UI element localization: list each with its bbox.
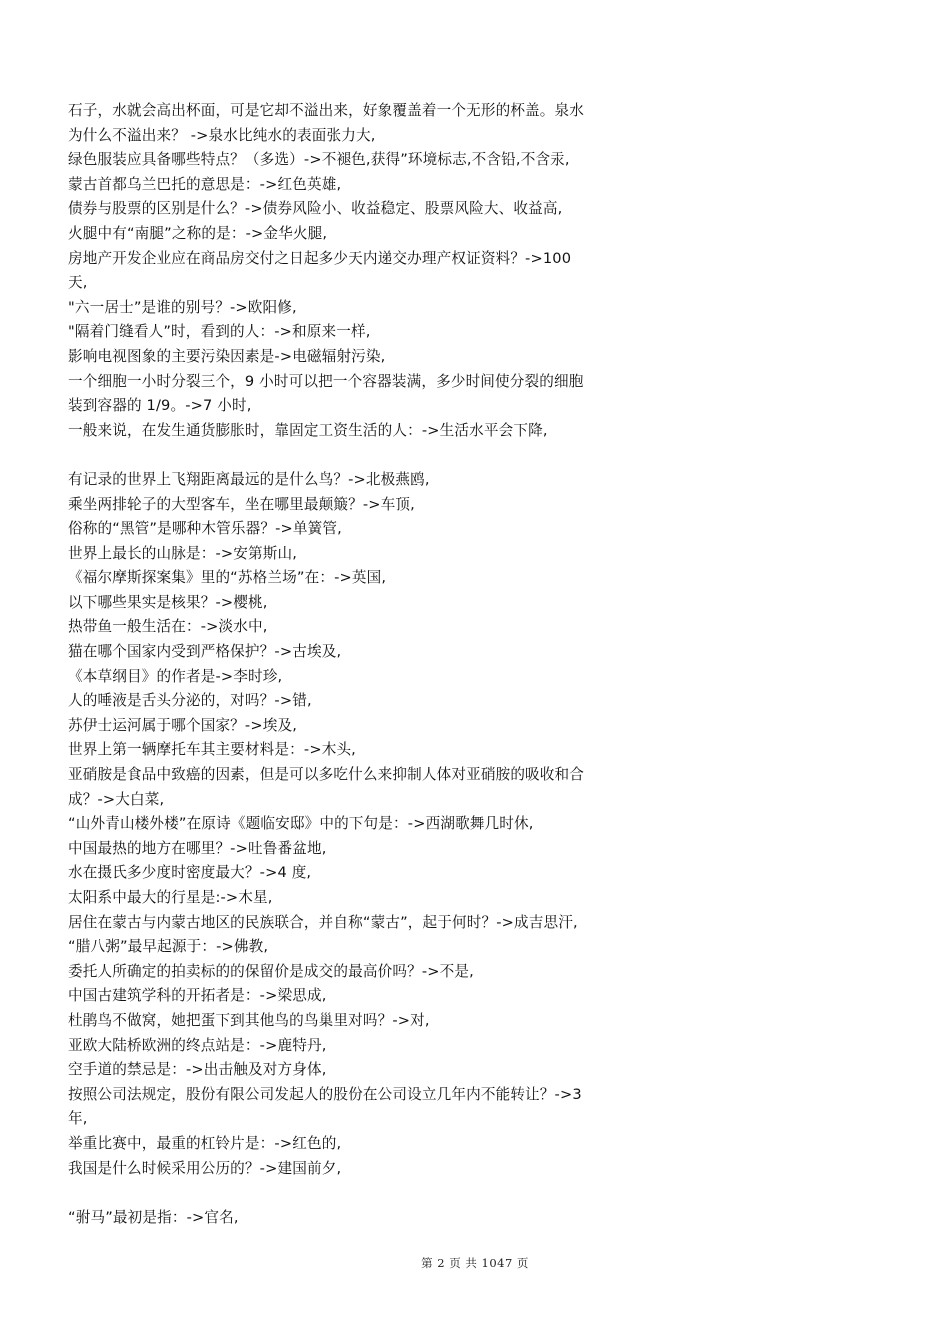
text-line: 《福尔摩斯探案集》里的“苏格兰场”在：->英国,: [68, 569, 387, 587]
text-line: 居住在蒙古与内蒙古地区的民族联合，并自称“蒙古”，起于何时？->成吉思汗,: [68, 913, 578, 931]
text-line: 天,: [68, 274, 88, 292]
text-line: 太阳系中最大的行星是:->木星,: [68, 889, 273, 906]
text-line: 《本草纲目》的作者是->李时珍,: [68, 667, 283, 685]
text-line: 热带鱼一般生活在：->淡水中,: [68, 618, 268, 636]
text-line: 中国古建筑学科的开拓者是：->梁思成,: [68, 987, 327, 1005]
text-line: 中国最热的地方在哪里？->吐鲁番盆地,: [68, 839, 327, 857]
text-line: 空手道的禁忌是：->出击触及对方身体,: [68, 1061, 327, 1079]
text-line: 有记录的世界上飞翔距离最远的是什么鸟？->北极燕鸥,: [68, 470, 430, 488]
text-line: 亚欧大陆桥欧洲的终点站是：->鹿特丹,: [68, 1036, 327, 1054]
text-line: 水在摄氏多少度时密度最大？->4 度,: [68, 864, 312, 882]
text-line: 猫在哪个国家内受到严格保护？->古埃及,: [68, 643, 342, 661]
text-line: 债券与股票的区别是什么？->债券风险小、收益稳定、股票风险大、收益高,: [68, 200, 563, 218]
text-line: 一个细胞一小时分裂三个，9 小时可以把一个容器装满，多少时间使分裂的细胞: [68, 372, 584, 390]
text-line: 按照公司法规定，股份有限公司发起人的股份在公司设立几年内不能转让？->3: [68, 1085, 582, 1103]
text-line: "六一居士”是谁的别号？->欧阳修,: [68, 298, 297, 316]
text-line: “腊八粥”最早起源于：->佛教,: [68, 938, 269, 956]
text-line: 火腿中有“南腿”之称的是：->金华火腿,: [68, 224, 328, 242]
text-line: 房地产开发企业应在商品房交付之日起多少天内递交办理产权证资料？->100: [68, 249, 572, 267]
document-body: [68, 99, 668, 1230]
text-line: 我国是什么时候采用公历的？->建国前夕,: [68, 1159, 342, 1177]
paragraph-gap: [68, 1181, 668, 1206]
text-line: 世界上第一辆摩托车其主要材料是：->木头,: [68, 741, 356, 759]
text-line: 杜鹃鸟不做窝，她把蛋下到其他鸟的鸟巢里对吗？->对,: [68, 1011, 430, 1029]
paragraph-gap: [68, 443, 668, 468]
text-line: 苏伊士运河属于哪个国家？->埃及,: [68, 716, 297, 734]
text-line: 装到容器的 1/9。->7 小时,: [68, 397, 252, 415]
text-line: 影响电视图象的主要污染因素是->电磁辐射污染,: [68, 347, 386, 365]
text-line: 亚硝胺是食品中致癌的因素，但是可以多吃什么来抑制人体对亚硝胺的吸收和合: [68, 766, 585, 784]
text-line: 年,: [68, 1110, 88, 1128]
text-line: “山外青山楼外楼”在原诗《题临安邸》中的下句是：->西湖歌舞几时休,: [68, 815, 534, 833]
text-line: 人的唾液是舌头分泌的，对吗？->错,: [68, 692, 312, 710]
text-line: 以下哪些果实是核果？->樱桃,: [68, 593, 268, 611]
text-line: 成？->大白菜,: [68, 790, 165, 808]
text-line: 乘坐两排轮子的大型客车，坐在哪里最颠簸？->车顶,: [68, 495, 415, 513]
text-line: 绿色服装应具备哪些特点？（多选）->不褪色,获得”环境标志,不含铅,不含汞,: [68, 151, 570, 169]
text-line: 俗称的“黑管”是哪种木管乐器？->单簧管,: [68, 520, 342, 538]
text-line: 一般来说，在发生通货膨胀时，靠固定工资生活的人：->生活水平会下降,: [68, 421, 548, 439]
text-line: 委托人所确定的拍卖标的的保留价是成交的最高价吗？->不是,: [68, 962, 474, 980]
text-line: 世界上最长的山脉是：->安第斯山,: [68, 544, 297, 562]
text-line: 石子，水就会高出杯面，可是它却不溢出来，好象覆盖着一个无形的杯盖。泉水: [68, 102, 585, 119]
text-line: 举重比赛中，最重的杠铃片是：->红色的,: [68, 1134, 342, 1152]
text-line: 蒙古首都乌兰巴托的意思是：->红色英雄,: [68, 175, 342, 193]
text-line: 为什么不溢出来？ ->泉水比纯水的表面张力大,: [68, 126, 376, 144]
text-line: "隔着门缝看人”时，看到的人：->和原来一样,: [68, 323, 371, 341]
page-footer: 第 2 页 共 1047 页: [421, 1256, 529, 1270]
text-line: “驸马”最初是指：->官名,: [68, 1208, 239, 1226]
